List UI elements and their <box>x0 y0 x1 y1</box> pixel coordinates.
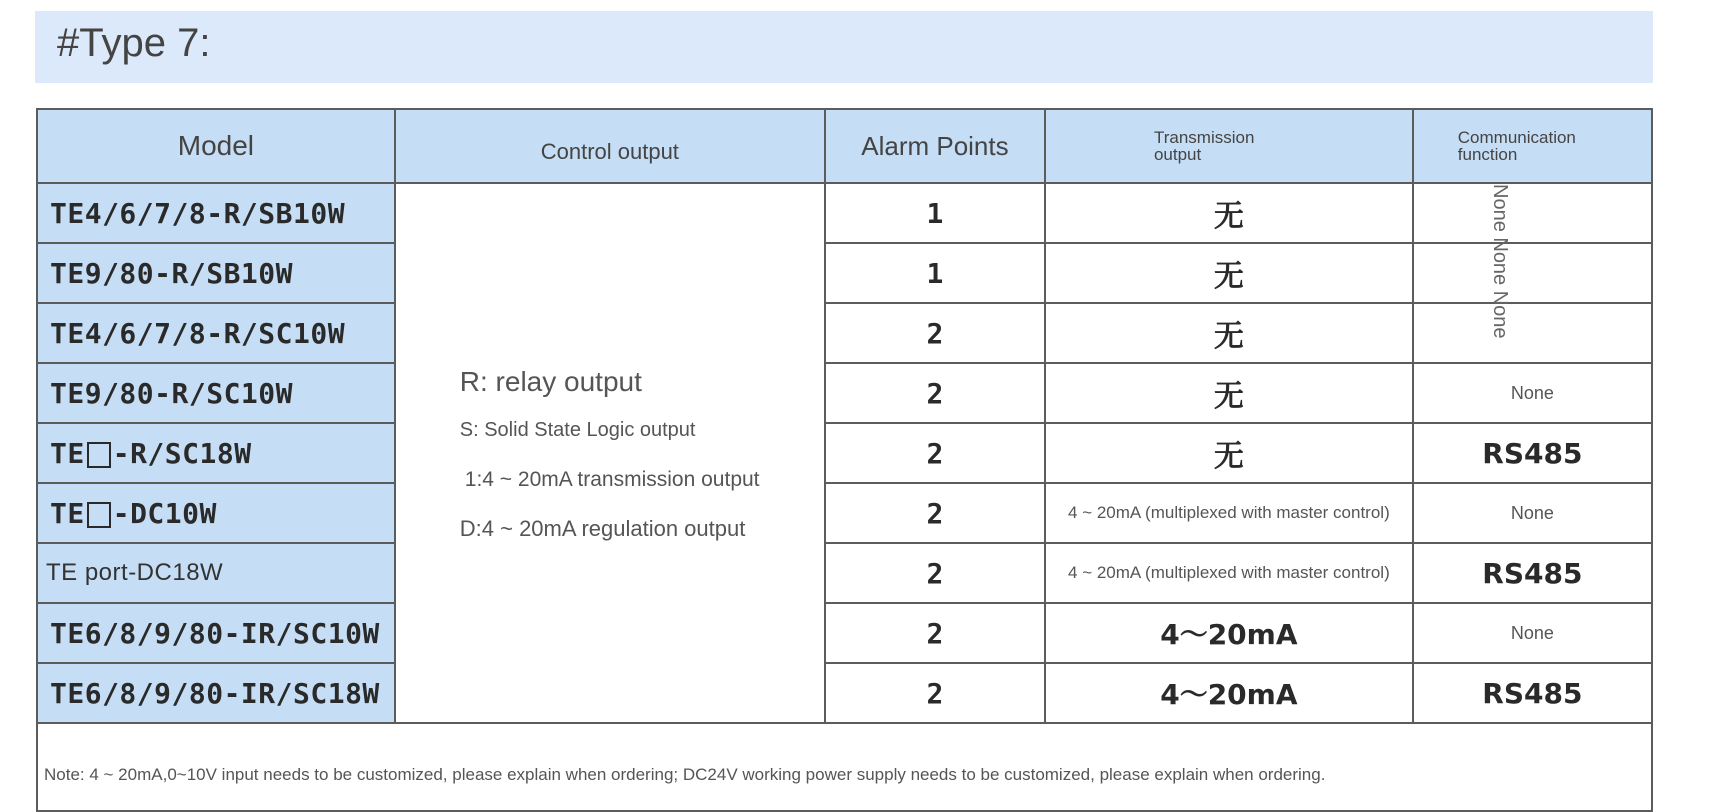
transmission-cell <box>1045 603 1413 663</box>
communication-cell <box>1413 183 1652 339</box>
alarm-cell: 2 <box>825 303 1045 363</box>
model-cell <box>37 423 395 483</box>
transmission-cell <box>1045 663 1413 723</box>
communication-cell <box>1413 603 1652 663</box>
control-relay-text: R: relay output <box>459 366 642 397</box>
transmission-cell <box>1045 303 1413 363</box>
header-control-output: Control output <box>395 109 825 183</box>
table-row <box>37 363 1652 423</box>
communication-cell <box>1413 543 1652 603</box>
model-cell: TE9/80-R/SB10W <box>37 243 395 303</box>
table-row <box>37 483 1652 543</box>
control-transmission-text: 1:4 ~ 20mA transmission output <box>464 468 760 491</box>
note-cell <box>37 723 1652 811</box>
communication-value: RS485 <box>1482 436 1583 470</box>
table-row <box>37 243 1652 303</box>
page-title: #Type 7: <box>57 21 211 65</box>
alarm-cell: 2 <box>825 543 1045 603</box>
transmission-cell <box>1045 183 1413 243</box>
table-row <box>37 543 1652 603</box>
communication-cell <box>1413 243 1652 303</box>
control-output-cell <box>395 183 825 723</box>
title-banner <box>35 11 1653 83</box>
communication-value: None <box>1510 622 1554 643</box>
transmission-value: 无 <box>1213 379 1244 414</box>
transmission-cell <box>1045 363 1413 423</box>
transmission-value: 4 ~ 20mA (multiplexed with master control) <box>1068 563 1390 582</box>
alarm-cell: 2 <box>825 663 1045 723</box>
header-communication-line1: Communication <box>1457 128 1576 147</box>
model-cell: TE4/6/7/8-R/SC10W <box>37 303 395 363</box>
communication-value: RS485 <box>1482 556 1583 590</box>
header-alarm-points: Alarm Points <box>825 109 1045 183</box>
model-cell <box>37 483 395 543</box>
model-cell: TE9/80-R/SC10W <box>37 363 395 423</box>
control-ssr-text: S: Solid State Logic output <box>459 419 696 441</box>
table-row <box>37 303 1652 363</box>
header-transmission-output <box>1045 109 1413 183</box>
table-row <box>37 423 1652 483</box>
alarm-cell: 2 <box>825 603 1045 663</box>
note-row <box>37 723 1652 811</box>
model-cell: TE4/6/7/8-R/SB10W <box>37 183 395 243</box>
alarm-cell: 2 <box>825 363 1045 423</box>
header-model: Model <box>37 109 395 183</box>
model-cell: TE6/8/9/80-IR/SC10W <box>37 603 395 663</box>
model-prefix: TE <box>50 496 85 530</box>
communication-value: None <box>1510 502 1554 523</box>
communication-value: None <box>1510 382 1554 403</box>
placeholder-box-icon <box>87 442 111 468</box>
communication-cell <box>1413 663 1652 723</box>
header-transmission-line1: Transmission <box>1153 128 1255 147</box>
model-suffix: -DC10W <box>112 496 217 530</box>
communication-cell <box>1413 363 1652 423</box>
alarm-cell: 1 <box>825 183 1045 243</box>
transmission-value: 4～20mA <box>1160 678 1298 711</box>
note-text: Note: 4 ~ 20mA,0~10V input needs to be customized, please explain when ordering; DC24V working power supply needs to be customized, please explain when ordering. <box>44 764 1326 784</box>
table-header-row <box>37 109 1652 183</box>
model-cell: TE port-DC18W <box>37 543 395 603</box>
transmission-value: 无 <box>1213 199 1244 234</box>
table-row <box>37 183 1652 243</box>
model-prefix: TE <box>50 436 85 470</box>
transmission-cell <box>1045 543 1413 603</box>
merged-communication-text: None None None <box>1488 184 1511 339</box>
transmission-cell <box>1045 243 1413 303</box>
communication-cell <box>1413 423 1652 483</box>
header-communication-function <box>1413 109 1652 183</box>
table-row <box>37 663 1652 723</box>
alarm-cell: 1 <box>825 243 1045 303</box>
table-row <box>37 603 1652 663</box>
control-regulation-text: D:4 ~ 20mA regulation output <box>459 516 746 541</box>
model-spec-table <box>36 108 1653 812</box>
alarm-cell: 2 <box>825 483 1045 543</box>
header-transmission-line2: output <box>1153 145 1202 164</box>
transmission-value: 4～20mA <box>1160 618 1298 651</box>
transmission-value: 无 <box>1213 319 1244 354</box>
transmission-cell <box>1045 423 1413 483</box>
transmission-value: 无 <box>1213 259 1244 294</box>
model-suffix: -R/SC18W <box>112 436 252 470</box>
alarm-cell: 2 <box>825 423 1045 483</box>
placeholder-box-icon <box>87 502 111 528</box>
transmission-value: 4 ~ 20mA (multiplexed with master control) <box>1068 503 1390 522</box>
transmission-cell <box>1045 483 1413 543</box>
header-communication-line2: function <box>1457 145 1518 164</box>
communication-cell <box>1413 303 1652 363</box>
communication-value: RS485 <box>1482 676 1583 710</box>
model-cell: TE6/8/9/80-IR/SC18W <box>37 663 395 723</box>
transmission-value: 无 <box>1213 439 1244 474</box>
communication-cell <box>1413 483 1652 543</box>
